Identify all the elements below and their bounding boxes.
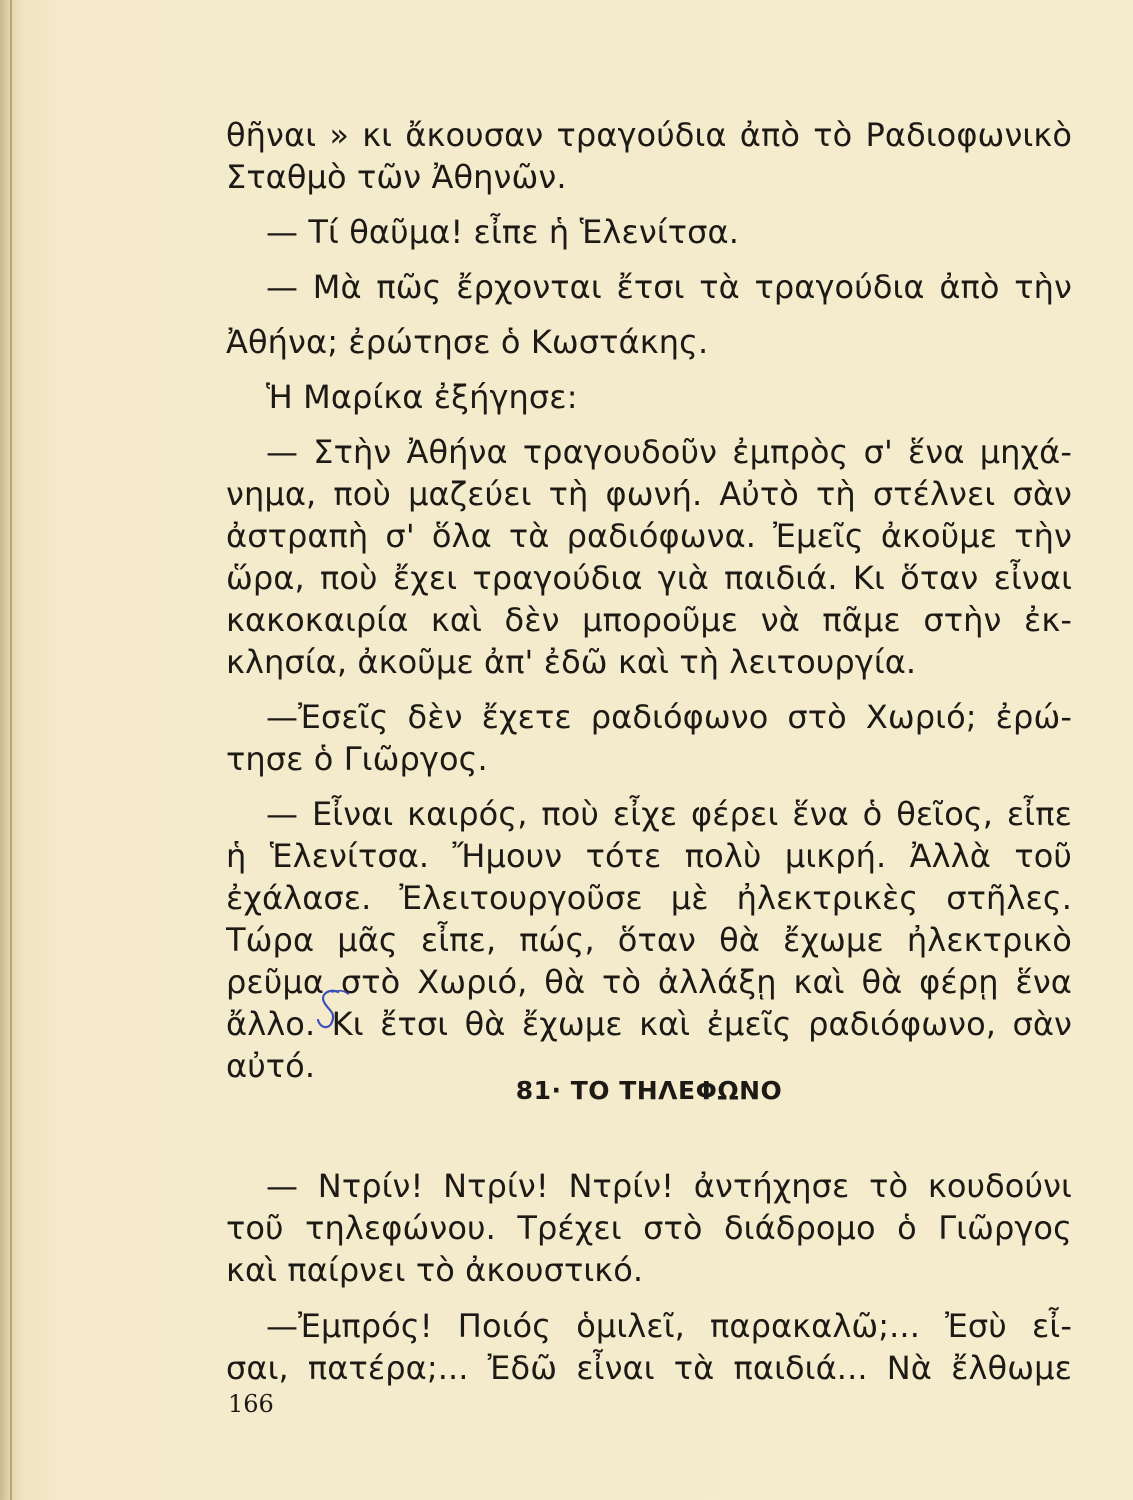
text-line: Σταθμὸ τῶν Ἀθηνῶν.: [226, 158, 567, 196]
text-line: ρεῦμα στὸ Χωριό, θὰ τὸ ἀλλάξῃ καὶ θὰ φέρῃ ἕνα: [226, 963, 1072, 1001]
text-line: τησε ὁ Γιῶργος.: [226, 740, 488, 778]
text-line: κακοκαιρία καὶ δὲν μποροῦμε νὰ πᾶμε στὴν ἐκ-: [226, 601, 1072, 639]
page-number: 166: [228, 1390, 274, 1418]
text-line: ἄλλο. Κι ἔτσι θὰ ἔχωμε καὶ ἐμεῖς ραδιόφωνο, σὰν: [226, 1005, 1072, 1043]
text-line: τοῦ τηλεφώνου. Τρέχει στὸ διάδρομο ὁ Γιῶργος: [226, 1209, 1072, 1247]
text-line: Ἡ Μαρίκα ἐξήγησε:: [266, 378, 578, 416]
text-line: ὥρα, ποὺ ἔχει τραγούδια γιὰ παιδιά. Κι ὅταν εἶναι: [226, 559, 1072, 597]
text-line: αὐτό.: [226, 1047, 316, 1085]
text-line: — Ντρίν! Ντρίν! Ντρίν! ἀντήχησε τὸ κουδούνι: [266, 1167, 1072, 1205]
text-line: — Εἶναι καιρός, ποὺ εἶχε φέρει ἕνα ὁ θεῖος, εἶπε: [266, 795, 1072, 833]
text-line: ἡ Ἑλενίτσα. Ἤμουν τότε πολὺ μικρή. Ἀλλὰ τοῦ: [226, 837, 1072, 875]
text-line: κλησία, ἀκοῦμε ἀπ' ἐδῶ καὶ τὴ λειτουργία.: [226, 643, 917, 681]
text-line: νημα, ποὺ μαζεύει τὴ φωνή. Αὐτὸ τὴ στέλνει σὰν: [226, 475, 1072, 513]
page-spine-shadow: [10, 0, 12, 1500]
chapter-text-block: [226, 1165, 1072, 1389]
text-line: ἐχάλασε. Ἐλειτουργοῦσε μὲ ἠλεκτρικὲς στῆλες.: [226, 879, 1072, 917]
text-line: ἀστραπὴ σ' ὅλα τὰ ραδιόφωνα. Ἐμεῖς ἀκοῦμε τὴν: [226, 517, 1072, 555]
text-line: καὶ παίρνει τὸ ἀκουστικό.: [226, 1251, 644, 1289]
text-line: — Μὰ πῶς ἔρχονται ἔτσι τὰ τραγούδια ἀπὸ τὴν: [266, 268, 1072, 306]
text-line: σαι, πατέρα;... Ἐδῶ εἶναι τὰ παιδιά... Νὰ ἔλθωμε: [226, 1349, 1072, 1387]
text-line: —Ἐμπρός! Ποιός ὁμιλεῖ, παρακαλῶ;... Ἐσὺ εἶ-: [266, 1307, 1072, 1345]
handwritten-pen-mark-icon: [310, 986, 354, 1036]
text-line: Τώρα μᾶς εἶπε, πώς, ὅταν θὰ ἔχωμε ἠλεκτρικὸ: [226, 921, 1072, 959]
text-line: —Ἐσεῖς δὲν ἔχετε ραδιόφωνο στὸ Χωριό; ἐρώ-: [266, 698, 1072, 736]
text-line: Ἀθήνα; ἐρώτησε ὁ Κωστάκης.: [226, 323, 709, 361]
text-line: θῆναι » κι ἄκουσαν τραγούδια ἀπὸ τὸ Ραδιοφωνικὸ: [226, 116, 1072, 154]
text-line: — Τί θαῦμα! εἶπε ἡ Ἑλενίτσα.: [266, 213, 739, 251]
text-line: — Στὴν Ἀθήνα τραγουδοῦν ἐμπρὸς σ' ἕνα μηχά-: [266, 433, 1072, 471]
chapter-heading: 81· ΤΟ ΤΗΛΕΦΩΝΟ: [515, 1076, 783, 1105]
body-text-block: [226, 114, 1072, 1087]
